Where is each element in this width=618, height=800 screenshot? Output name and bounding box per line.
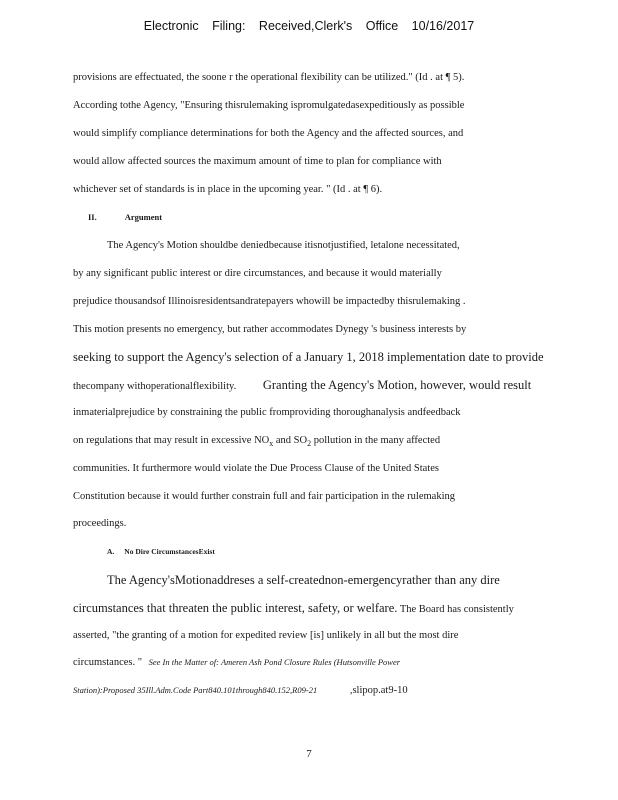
text-line: The Agency's Motion shouldbe deniedbecause itisnotjustified, letalone necessitated, — [107, 240, 460, 251]
subsection-title: No Dire CircumstancesExist — [124, 547, 215, 556]
subsection-number: A. — [107, 547, 115, 556]
text-line: would simplify compliance determinations for both the Agency and the affected sources, and — [73, 128, 464, 139]
text-line: seeking to support the Agency's selection of a January 1, 2018 implementation date to provide — [73, 350, 544, 364]
text-line — [73, 601, 543, 616]
section-heading — [88, 212, 162, 222]
text-segment: on regulations that may result in excessive NO — [73, 435, 270, 446]
text-line — [73, 685, 543, 696]
text-segment: pollution in the many affected — [311, 435, 441, 446]
text-line: by any significant public interest or dire circumstances, and because it would materially — [73, 268, 442, 279]
filing-header: Electronic Filing: Received,Clerk's Office 10/16/2017 — [143, 19, 475, 33]
text-segment: circumstances that threaten the public interest, safety, or welfare. — [73, 601, 398, 615]
text-line: This motion presents no emergency, but rather accommodates Dynegy 's business interests by — [73, 324, 467, 335]
text-line — [73, 435, 543, 448]
subscript-2: 2 — [307, 439, 312, 449]
text-line: According tothe Agency, "Ensuring thisrulemaking ispromulgatedasexpeditiously as possible — [73, 100, 465, 111]
text-line: The Agency'sMotionaddreses a self-creatednon-emergencyrather than any dire — [107, 573, 500, 587]
text-segment: and SO — [273, 435, 308, 446]
text-segment: circumstances. " — [73, 657, 143, 668]
citation-text: See In the Matter of: Ameren Ash Pond Closure Rules (Hutsonville Power — [148, 657, 401, 667]
text-line — [73, 378, 543, 393]
text-line: communities. It furthermore would violate the Due Process Clause of the United States — [73, 463, 439, 474]
text-line: would allow affected sources the maximum amount of time to plan for compliance with — [73, 156, 442, 167]
text-segment: Granting the Agency's Motion, however, would result — [262, 378, 532, 392]
text-segment: ,slipop.at9-10 — [349, 685, 408, 696]
subsection-heading — [107, 547, 215, 556]
text-segment: thecompany withoperationalflexibility. — [73, 381, 237, 392]
text-segment: The Board has consistently — [399, 604, 514, 615]
text-line: provisions are effectuated, the soone r the operational flexibility can be utilized." (Id . at ¶ 5). — [73, 72, 465, 83]
page-number: 7 — [306, 748, 312, 760]
text-line: asserted, "the granting of a motion for expedited review [is] unlikely in all but the most dire — [73, 630, 459, 641]
section-title: Argument — [124, 212, 163, 222]
subscript-x: x — [269, 439, 274, 449]
text-line: inmaterialprejudice by constraining the public fromproviding thoroughanalysis andfeedback — [73, 407, 461, 418]
text-line: prejudice thousandsof Illinoisresidentsandratepayers whowill be impactedby thisrulemaking . — [73, 296, 466, 307]
text-line: proceedings. — [73, 518, 127, 529]
text-line — [73, 657, 543, 668]
section-number: II. — [88, 212, 97, 222]
citation-text: Station):Proposed 35Ill.Adm.Code Part840.101through840.152,R09-21 — [73, 685, 318, 695]
text-line: whichever set of standards is in place in the upcoming year. " (Id . at ¶ 6). — [73, 184, 383, 195]
text-line: Constitution because it would further constrain full and fair participation in the rulemaking — [73, 491, 455, 502]
